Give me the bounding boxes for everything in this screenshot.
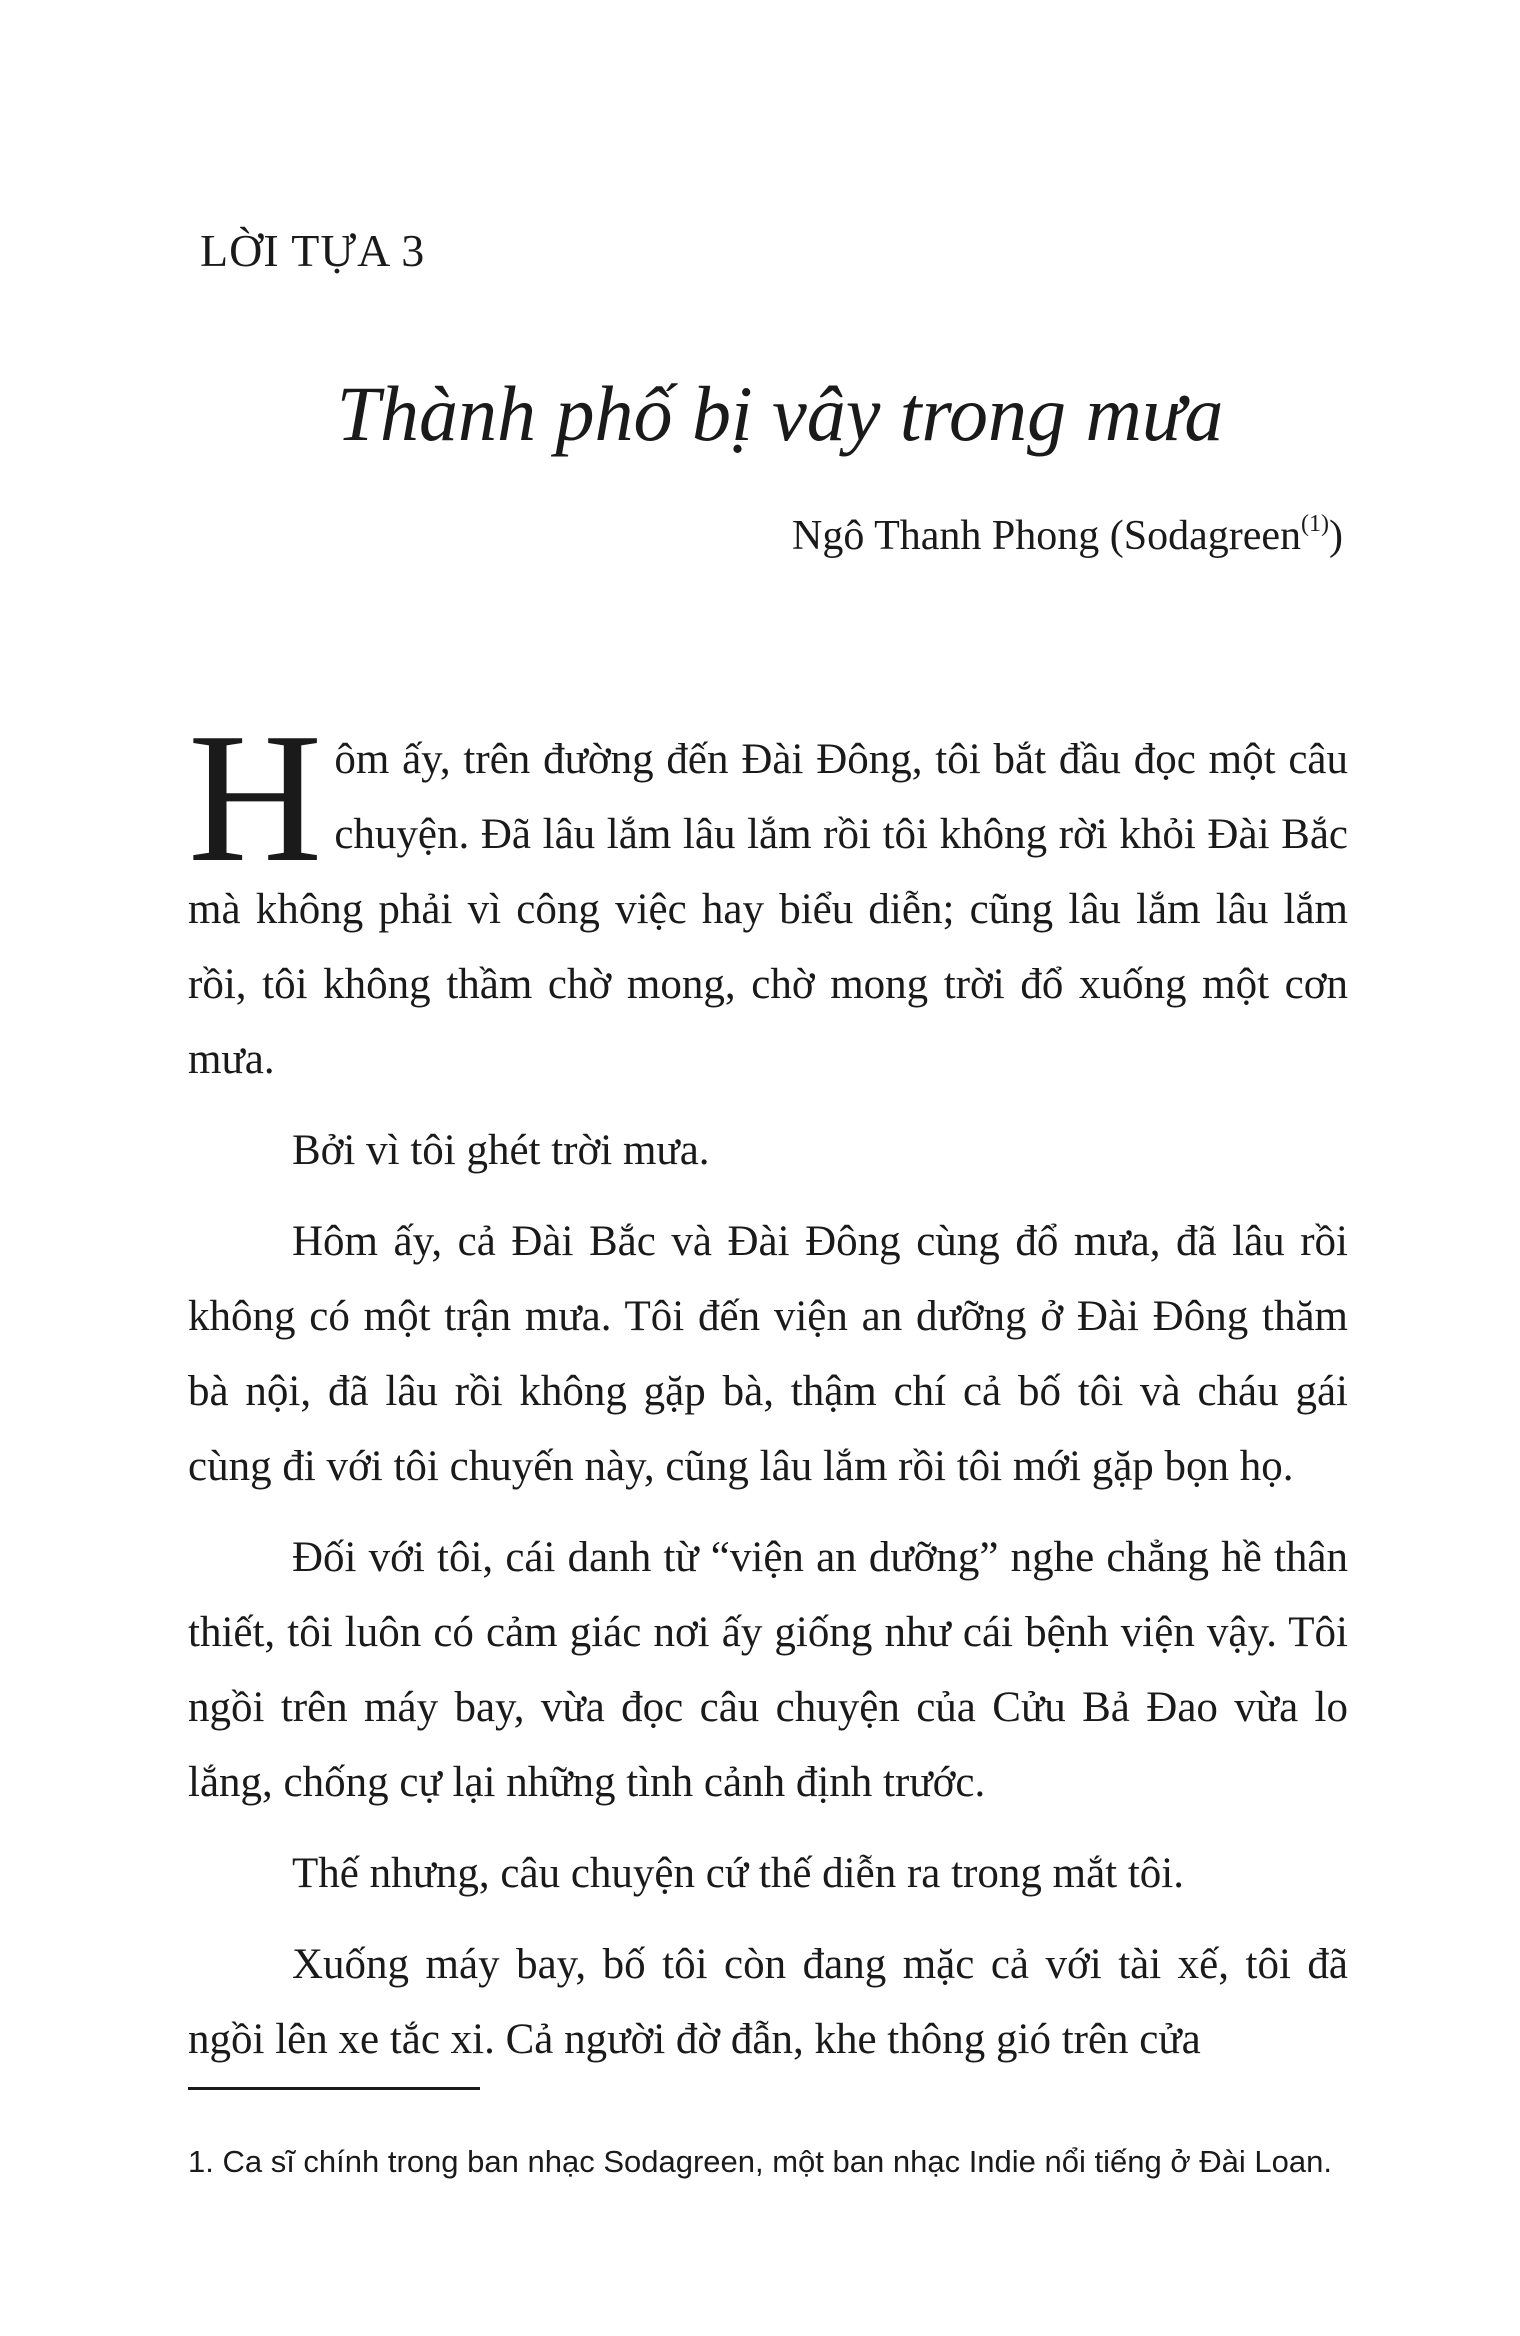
drop-cap: H <box>188 695 323 901</box>
paragraph-text: ôm ấy, trên đường đến Đài Đông, tôi bắt đầu đọc một câu chuyện. Đã lâu lắm lâu lắm rồi tôi không rời khỏi Đài Bắc mà không phải vì công việc hay biểu diễn; cũng lâu lắm lâu lắm rồi, tôi không thầm chờ mong, chờ mong trời đổ xuống một cơn mưa. <box>188 736 1348 1083</box>
chapter-title: Thành phố bị vây trong mưa <box>336 370 1224 457</box>
paragraph: Bởi vì tôi ghét trời mưa. <box>292 1127 710 1174</box>
footnote-reference: (1) <box>1301 511 1329 537</box>
paragraph: Hôm ấy, cả Đài Bắc và Đài Đông cùng đổ mưa, đã lâu rồi không có một trận mưa. Tôi đến viện an dưỡng ở Đài Đông thăm bà nội, đã lâu rồi không gặp bà, thậm chí cả bố tôi và cháu gái cùng đi với tôi chuyến này, cũng lâu lắm rồi tôi mới gặp bọn họ. <box>188 1218 1348 1490</box>
footnote-divider <box>188 2087 480 2090</box>
paragraph <box>188 695 1348 1097</box>
section-label: LỜI TỰA 3 <box>200 225 426 276</box>
paragraph: Đối với tôi, cái danh từ “viện an dưỡng” nghe chẳng hề thân thiết, tôi luôn có cảm giác nơi ấy giống như cái bệnh viện vậy. Tôi ngồi trên máy bay, vừa đọc câu chuyện của Cửu Bả Đao vừa lo lắng, chống cự lại những tình cảnh định trước. <box>188 1534 1348 1806</box>
author-line <box>792 512 1343 557</box>
footnote: 1. Ca sĩ chính trong ban nhạc Sodagreen, một ban nhạc Indie nổi tiếng ở Đài Loan. <box>188 2144 1332 2179</box>
paragraph: Xuống máy bay, bố tôi còn đang mặc cả với tài xế, tôi đã ngồi lên xe tắc xi. Cả người đờ đẫn, khe thông gió trên cửa <box>188 1941 1348 2063</box>
body-text <box>188 695 1348 2093</box>
author-name: Ngô Thanh Phong (Sodagreen <box>792 513 1302 559</box>
paragraph: Thế nhưng, câu chuyện cứ thế diễn ra trong mắt tôi. <box>292 1850 1184 1897</box>
author-closing: ) <box>1329 513 1343 559</box>
